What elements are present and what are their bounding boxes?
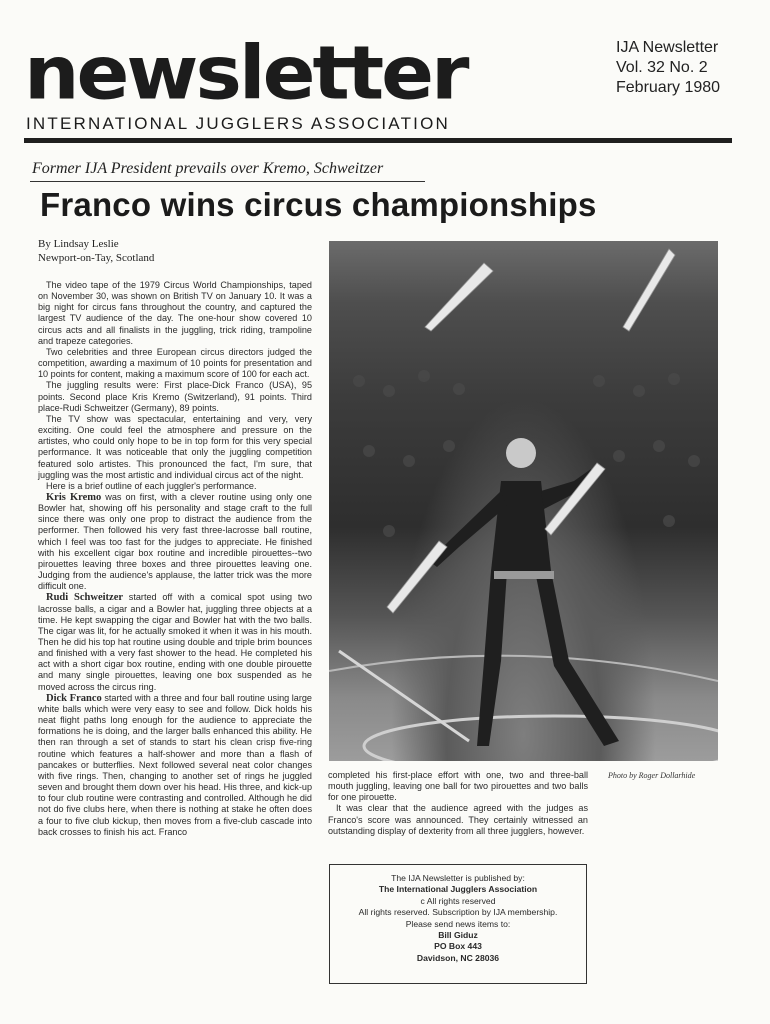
masthead-rule [24, 138, 732, 143]
issue-title: IJA Newsletter [616, 39, 719, 56]
article-paragraph [38, 693, 312, 838]
article-paragraph [328, 770, 588, 803]
issue-volume: Vol. 32 No. 2 [616, 59, 708, 76]
info-line: Please send news items to: [405, 918, 511, 929]
article-paragraph [38, 280, 312, 347]
paragraph-lead-name: Kris Kremo [46, 491, 102, 503]
article-paragraph [38, 380, 312, 413]
masthead-logo: newsletter [24, 31, 467, 117]
info-line: The IJA Newsletter is published by: [391, 873, 525, 883]
info-line: All rights reserved. Subscription by IJA membership. [358, 907, 558, 918]
paragraph-text: The TV show was spectacular, entertaining and very, very exciting. One could feel the atmosphere and pressure on the artistes, who could only hope to be in top form for this very special performance. It was noticeable that only the juggling competition featured solo artistes. This pronounced the fact, I'm sure, that juggling was the most artistic and individual circus act of the night. [38, 413, 312, 480]
article-paragraph [328, 803, 588, 836]
info-org: The International Jugglers Association [378, 884, 538, 895]
article-paragraph [38, 492, 312, 592]
article-paragraph [38, 481, 312, 492]
article-kicker: Former IJA President prevails over Kremo, Schweitzer [32, 160, 384, 177]
byline [38, 237, 318, 265]
paragraph-text: started off with a comical spot using two lacrosse balls, a cigar and a Bowler hat, juggling three objects at a time. He kept swapping the cigar and Bowler hat with the two balls. The cigar was lit, for he actually smoked it when it was in his mouth. Then he did his top hat routine using double and triple brim bounces and finished with a very fast shower to the head. He completed his act with a short cigar box routine, ending with one double pirouette and many single pirouettes, leaving one box suspended as he moved across the circus ring. [38, 592, 313, 692]
info-address: PO Box 443 [434, 941, 482, 952]
paragraph-text: was on first, with a clever routine using only one Bowler hat, showing off his personality and stage craft to the full since there was only one prop to distract the audience from the performer. Then followed his very fast three-lacrosse ball routine, which I feel was too fast for the judges to appreciate. He finished with his excellent cigar box routine and incredible pirouettes--two pirouettes leaving three boxes and three pirouettes leaving one. Judging from the audience's applause, the latter trick was the more difficult one. [38, 491, 312, 592]
article-paragraph [38, 592, 312, 692]
paragraph-lead-name: Rudi Schweitzer [46, 592, 124, 604]
article-column-right [328, 770, 588, 837]
juggler-photo [329, 241, 718, 761]
paragraph-text: Here is a brief outline of each juggler's performance. [46, 480, 257, 491]
paragraph-text: started with a three and four ball routine using large white balls which were very easy to see and follow. Dick holds his neat flight paths long enough for the audience to appreciate the formations he is doing, and the larger balls enhanced this ability. He then ran through a set of stands to start his clean crisp five-ring routine which features a half-shower and more than a flash of pancakes or butterflies. Next followed several neat color changes with five rings. Then, changing to another set of rings he juggled seven and brought them down over his head. His three, and kick-up to four club routine were contrasting and controlled. Although he did not do five clubs here, when there is nothing at stake he often does a four to five club kickup, then moves from a five-club cascade into back crosses to finish his act. Franco [38, 692, 312, 837]
paragraph-text: Two celebrities and three European circus directors judged the competition, awarding a maximum of 10 points for presentation and 10 points for content, making a maximum score of 100 for each act. [38, 346, 312, 380]
paragraph-text: It was clear that the audience agreed with the judges as Franco's score was announced. They certainly witnessed an outstanding display of dexterity from all three jugglers, however. [328, 803, 588, 836]
article-paragraph [38, 347, 312, 380]
juggler-photo-illustration [329, 241, 718, 761]
issue-date: February 1980 [616, 79, 721, 96]
article-headline: Franco wins circus championships [40, 186, 597, 223]
paragraph-text: completed his first-place effort with one, two and three-ball mouth juggling, leaving one ball for two pirouettes and two balls for one pirouette. [328, 770, 588, 803]
article-column-left [38, 280, 312, 838]
kicker-rule [30, 181, 425, 182]
masthead-org: INTERNATIONAL JUGGLERS ASSOCIATION [26, 114, 450, 133]
issue-info [616, 38, 756, 98]
paragraph-lead-name: Dick Franco [46, 692, 102, 704]
publisher-info-box [329, 864, 587, 984]
info-line: c All rights reserved [420, 895, 496, 906]
info-city: Davidson, NC 28036 [416, 952, 500, 963]
paragraph-text: The juggling results were: First place-Dick Franco (USA), 95 points. Second place Kris Kremo (Switzerland), 91 points. Third place-Rudi Schweitzer (Germany), 89 points. [38, 380, 312, 413]
paragraph-text: The video tape of the 1979 Circus World Championships, taped on November 30, was shown on British TV on January 10. It was a big night for circus fans throughout the country, and captured the largest TV audience of the day. The one-hour show covered 10 circus acts and all finalists in the juggling, trick riding, trampoline and trapeze categories. [38, 280, 312, 346]
byline-place: Newport-on-Tay, Scotland [38, 252, 155, 264]
article-paragraph [38, 414, 312, 481]
byline-author: By Lindsay Leslie [38, 238, 119, 250]
info-editor: Bill Giduz [438, 930, 478, 941]
photo-credit: Photo by Roger Dollarhide [608, 771, 696, 780]
